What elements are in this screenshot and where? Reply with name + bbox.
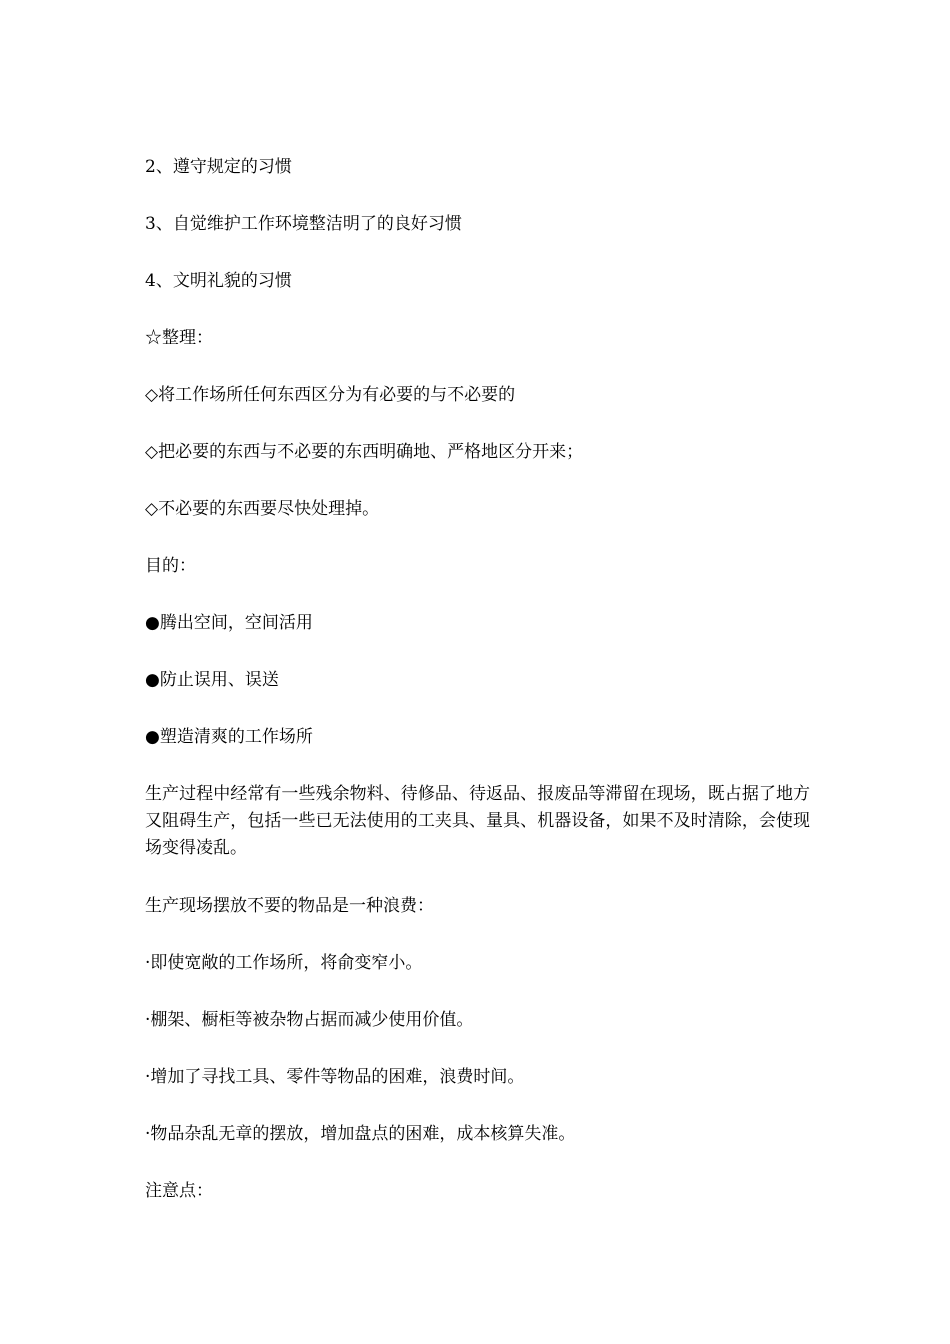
waste-heading: 生产现场摆放不要的物品是一种浪费： [145, 896, 434, 916]
waste-item-3: ·增加了寻找工具、零件等物品的困难，浪费时间。 [145, 1067, 525, 1087]
habit-item-2: 2、遵守规定的习惯 [145, 157, 292, 177]
section-heading-organize: ☆整理： [145, 328, 213, 348]
document-body [145, 154, 810, 1235]
purpose-item-1: ●腾出空间，空间活用 [145, 613, 313, 633]
purpose-item-3: ●塑造清爽的工作场所 [145, 727, 313, 747]
purpose-item-2: ●防止误用、误送 [145, 670, 279, 690]
organize-point-2: ◇把必要的东西与不必要的东西明确地、严格地区分开来； [145, 442, 584, 462]
purpose-heading: 目的： [145, 556, 196, 576]
organize-point-3: ◇不必要的东西要尽快处理掉。 [145, 499, 380, 519]
waste-item-2: ·棚架、橱柜等被杂物占据而减少使用价值。 [145, 1010, 474, 1030]
habit-item-4: 4、文明礼貌的习惯 [145, 271, 292, 291]
waste-item-4: ·物品杂乱无章的摆放，增加盘点的困难，成本核算失准。 [145, 1124, 576, 1144]
habit-item-3: 3、自觉维护工作环境整洁明了的良好习惯 [145, 214, 462, 234]
production-paragraph: 生产过程中经常有一些残余物料、待修品、待返品、报废品等滞留在现场，既占据了地方又阻碍生产，包括一些已无法使用的工夹具、量具、机器设备，如果不及时清除，会使现场变得凌乱。 [145, 784, 810, 858]
notes-heading: 注意点： [145, 1181, 213, 1201]
waste-item-1: ·即使宽敞的工作场所，将俞变窄小。 [145, 953, 423, 973]
organize-point-1: ◇将工作场所任何东西区分为有必要的与不必要的 [145, 385, 516, 405]
